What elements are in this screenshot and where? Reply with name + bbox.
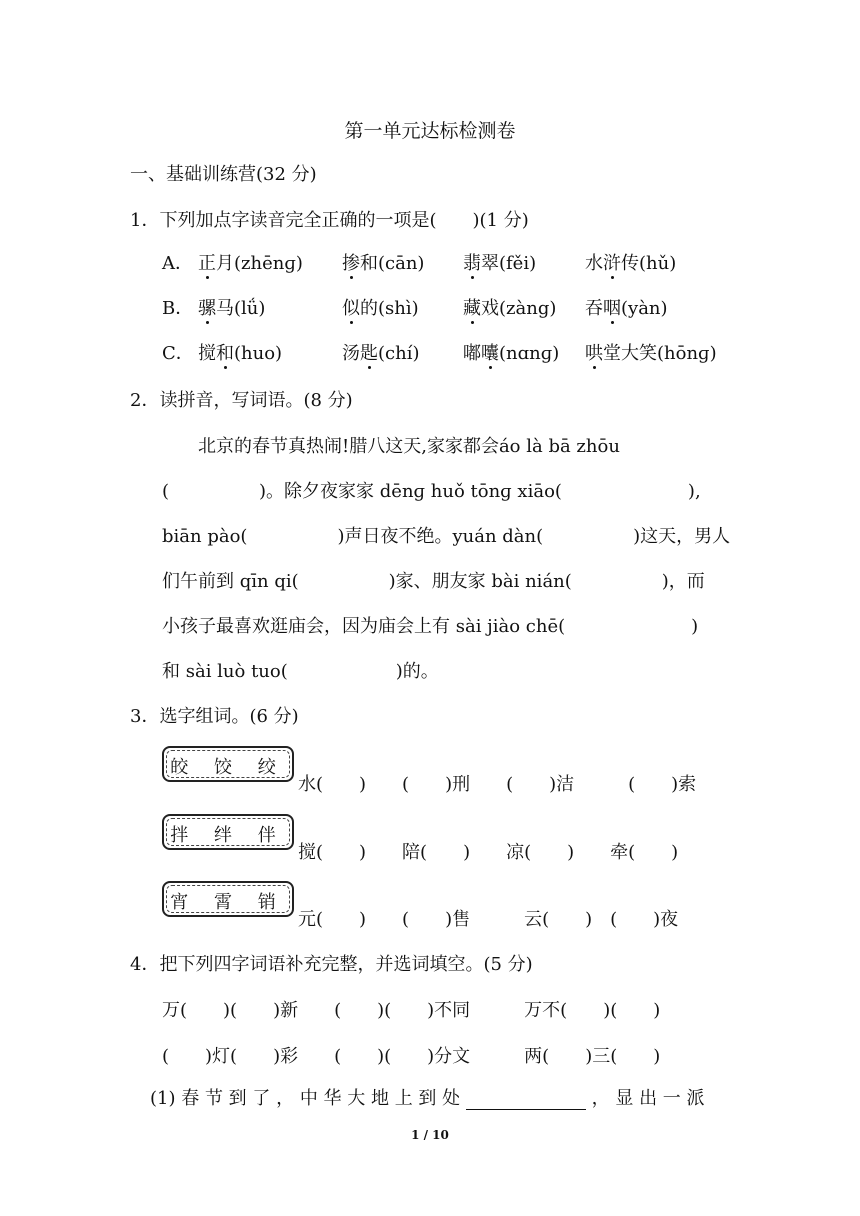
character-choice-box <box>162 814 294 850</box>
option-word: 正月(zhēnɡ) <box>198 249 303 275</box>
passage-line: 和 sài luò tuo( )的。 <box>162 661 439 682</box>
dotted-character: 和 <box>216 339 234 365</box>
option-word: 掺和(cān) <box>342 249 424 275</box>
option-word: 汤匙(chí) <box>342 339 419 365</box>
option-word: 吞咽(yàn) <box>585 294 668 320</box>
word-blanks: 元( ) ( )售 云( ) ( )夜 <box>298 909 679 930</box>
passage-line: 们午前到 qīn qi( )家、朋友家 bài nián( )，而 <box>162 571 705 592</box>
dotted-character: 咽 <box>603 294 621 320</box>
character-choice-box <box>162 881 294 917</box>
option-word: 翡翠(fěi) <box>463 249 536 275</box>
fill-sentence-start: (1) 春 节 到 了 ， 中 华 大 地 上 到 处 <box>150 1088 461 1109</box>
page-title: 第一单元达标检测卷 <box>344 120 516 142</box>
option-word: 似的(shì) <box>342 294 419 320</box>
answer-blank[interactable] <box>466 1091 586 1110</box>
option-letter: C． <box>162 343 194 364</box>
option-word: 哄堂大笑(hōnɡ) <box>585 339 717 365</box>
dotted-character: 浒 <box>603 249 621 275</box>
dotted-character: 似 <box>342 294 360 320</box>
option-word: 藏戏(zàng) <box>463 294 556 320</box>
choice-characters: 拌 绊 伴 <box>170 825 286 846</box>
passage-line: ( )。除夕夜家家 dēnɡ huǒ tōnɡ xiāo( ), <box>162 481 701 502</box>
option-word: 嘟囔(nɑnɡ) <box>463 339 559 365</box>
option-word: 搅和(huo) <box>198 339 282 365</box>
dotted-character: 藏 <box>463 294 481 320</box>
page-number: 1 / 10 <box>411 1128 449 1142</box>
word-blanks: 水( ) ( )刑 ( )洁 ( )索 <box>298 774 697 795</box>
option-letter: A． <box>162 253 193 274</box>
passage-line: biān pào( )声日夜不绝。yuán dàn( )这天，男人 <box>162 526 731 547</box>
passage-line: 小孩子最喜欢逛庙会，因为庙会上有 sài jiào chē( ) <box>162 616 699 637</box>
choice-characters: 宵 霄 销 <box>170 892 286 913</box>
option-word: 水浒传(hǔ) <box>585 249 676 275</box>
choice-characters: 皎 饺 绞 <box>170 757 286 778</box>
dotted-character: 正 <box>198 249 216 275</box>
option-word: 骡马(lǘ) <box>198 294 265 320</box>
idiom-line-1: 万( )( )新 ( )( )不同 万不( )( ) <box>162 1000 661 1021</box>
question-4-stem: 4．把下列四字词语补充完整，并选词填空。(5 分) <box>130 954 533 975</box>
fill-sentence <box>150 1084 705 1110</box>
dotted-character: 哄 <box>585 339 603 365</box>
passage-line: 北京的春节真热闹!腊八这天,家家都会áo là bā zhōu <box>162 436 620 457</box>
fill-sentence-end: ， 显 出 一 派 <box>591 1088 705 1109</box>
question-2-stem: 2．读拼音，写词语。(8 分) <box>130 390 353 411</box>
dotted-character: 掺 <box>342 249 360 275</box>
dotted-character: 翡 <box>463 249 481 275</box>
section-heading: 一、基础训练营(32 分) <box>130 164 317 185</box>
word-blanks: 搅( ) 陪( ) 凉( ) 牵( ) <box>298 842 679 863</box>
dotted-character: 骡 <box>198 294 216 320</box>
dotted-character: 囔 <box>481 339 499 365</box>
dotted-character: 匙 <box>360 339 378 365</box>
idiom-line-2: ( )灯( )彩 ( )( )分文 两( )三( ) <box>162 1046 661 1067</box>
option-letter: B． <box>162 298 194 319</box>
question-3-stem: 3．选字组词。(6 分) <box>130 706 299 727</box>
question-1-stem: 1．下列加点字读音完全正确的一项是( )(1 分) <box>130 210 529 231</box>
character-choice-box <box>162 746 294 782</box>
